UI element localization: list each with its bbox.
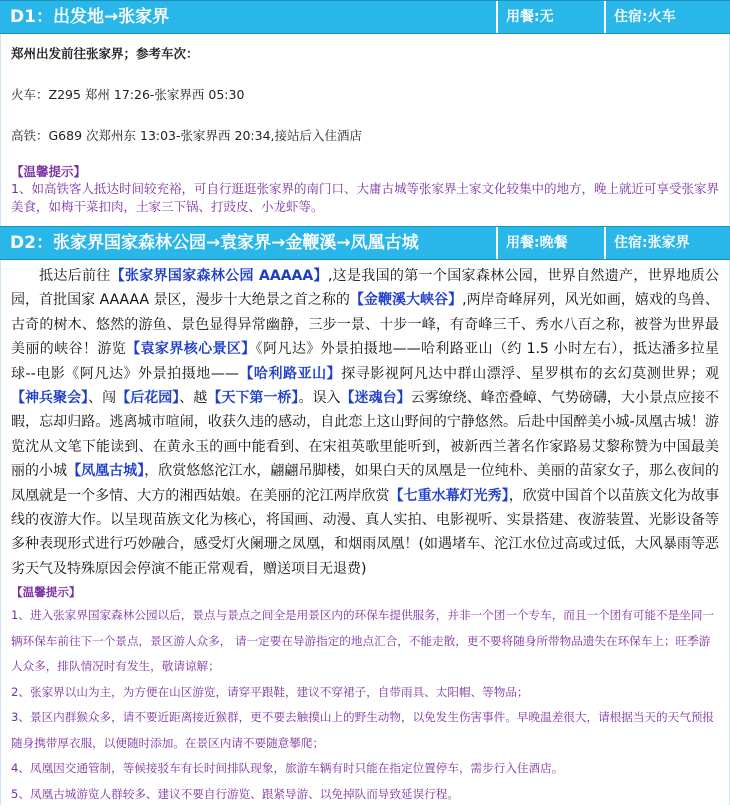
description-text: ,这是我国的第一个国家森林公园，世界自然遗产，世界地质公园，首批国家 AAAAA 景区，漫步十大绝景之首之称的 [11, 268, 719, 309]
day1-train: 火车：Z295 郑州 17:26-张家界西 05:30 [11, 87, 245, 102]
day1-stay: 住宿:火车 [614, 9, 676, 25]
description-text: 。误入 [298, 390, 341, 407]
scenic-spot-highlight: 【袁家界核心景区】 [126, 341, 256, 358]
description-text: ,两岸奇峰屏列，风光如画，嬉戏的鸟兽、古奇的树木、悠然的游鱼、景色显得异常幽静，三步一景、十步一峰，有奇峰三千、秀水八百之称，被誉为世界最美丽的峡谷！游览 [11, 292, 720, 358]
scenic-spot-highlight: 【凤凰古城】 [67, 463, 145, 480]
day1-tip-text: 1、如高铁客人抵达时间较充裕，可自行逛逛张家界的南门口、大庸古城等张家界土家文化较集中的地方，晚上就近可享受张家界美食，如梅干菜扣肉，土家三下锅、打豉皮、小龙虾等。 [11, 181, 719, 214]
day1-heading: 郑州出发前往张家界；参考车次： [11, 46, 199, 61]
day2-title: D2：张家界国家森林公园→袁家界→金鞭溪→凤凰古城 [0, 227, 498, 259]
description-text: 、越 [179, 390, 208, 407]
scenic-spot-highlight: 【神兵聚会】 [11, 390, 89, 407]
description-text: 探寻影视阿凡达中群山漂浮、星罗棋布的玄幻莫测世界；观 [341, 365, 720, 382]
day1-header [0, 0, 730, 34]
scenic-spot-highlight: 【哈利路亚山】 [238, 365, 342, 382]
day1-title: D1：出发地→张家界 [0, 1, 498, 33]
day1-meal: 用餐:无 [498, 1, 606, 33]
day2-tips [11, 581, 719, 807]
description-text: ，欣赏中国首个以苗族文化为故事线的夜游大作。以呈现苗族文化为核心，将国画、动漫、真人实拍、电影视听、实景搭建、夜游装置、光影设备等多种表现形式进行巧妙融合，感受灯火阑珊之凤凰，和烟雨凤凰！(如遇堵车、沱江水位过高或过低，大风暴雨等恶劣天气及特殊原因会停演不能正常观看，赠送项目无退费) [11, 487, 720, 577]
scenic-spot-highlight: 【金鞭溪大峡谷】 [349, 292, 463, 309]
description-text: 《阿凡达》外景拍摄地——哈利路亚山（约 1.5 小时左右），抵达潘多拉星球--电影《阿凡达》外景拍摄地—— [11, 341, 719, 382]
day1-body [0, 34, 730, 226]
day2-tip-item: 1、进入张家界国家森林公园以后，景点与景点之间全是用景区内的环保车提供服务，并非一个团一个专车，而且一个团有可能不是坐同一辆环保车前往下一个景点，景区游人众多， 请一定要在导游指定的地点汇合，不能走散，更不要将随身所带物品遗失在环保车上；旺季游人众多，排队情况时有发生，敬请谅解； [11, 608, 715, 674]
day2-tip-item: 2、张家界以山为主，为方便在山区游览，请穿平跟鞋，建议不穿裙子，自带雨具、太阳帽、等物品； [11, 684, 529, 699]
day1-tip-title: 【温馨提示】 [11, 164, 87, 179]
scenic-spot-highlight: 【迷魂台】 [340, 390, 411, 407]
scenic-spot-highlight: 【天下第一桥】 [207, 390, 299, 407]
scenic-spot-highlight: 【张家界国家森林公园 AAAAA】 [110, 268, 328, 284]
description-text: 云雾缭绕、峰峦叠嶂、气势磅礴，大小景点应接不暇，忘却归路。逃离城市喧闹，收获久违的感动，自此恋上这山野间的宁静悠然。后赴中国醉美小城-凤凰古城！游览沈从文笔下能读到、在黄永玉的画中能看到、在宋祖英歌里能听到，被新西兰著名作家路易艾黎称赞为中国最美丽的小城 [11, 390, 720, 480]
day2-tip-title: 【温馨提示】 [11, 585, 81, 600]
day2-stay: 住宿:张家界 [614, 235, 690, 251]
day2-description [11, 264, 719, 581]
day2-tip-item: 5、凤凰古城游览人群较多、建议不要自行游览、跟紧导游、以免掉队而导致延误行程。 [11, 786, 459, 801]
day1-rail: 高铁：G689 次郑州东 13:03-张家界西 20:34,接站后入住酒店 [11, 128, 362, 143]
scenic-spot-highlight: 【后花园】 [116, 390, 180, 407]
day2-meal: 用餐:晚餐 [498, 227, 606, 259]
description-text: ，欣赏悠悠沱江水，翩翩吊脚楼，如果白天的凤凰是一位纯朴、美丽的苗家女子，那么夜间的凤凰就是一个多情、大方的湘西姑娘。在美丽的沱江两岸欣赏 [11, 463, 720, 504]
day2-tip-item: 3、景区内群猴众多，请不要近距离接近猴群，更不要去触摸山上的野生动物，以免发生伤害事件。早晚温差很大，请根据当天的天气预报随身携带厚衣服，以便随时添加。在景区内请不要随意攀爬； [11, 710, 715, 750]
scenic-spot-highlight: 【七重水幕灯光秀】 [389, 487, 509, 504]
description-text: 抵达后前往 [39, 268, 111, 284]
day2-header [0, 226, 730, 260]
description-text: 、闯 [88, 390, 117, 407]
day2-tip-item: 4、凤凰因交通管制，等候接驳车有长时间排队现象，旅游车辆有时只能在指定位置停车，需步行入住酒店。 [11, 761, 564, 776]
day2-body [0, 260, 730, 805]
